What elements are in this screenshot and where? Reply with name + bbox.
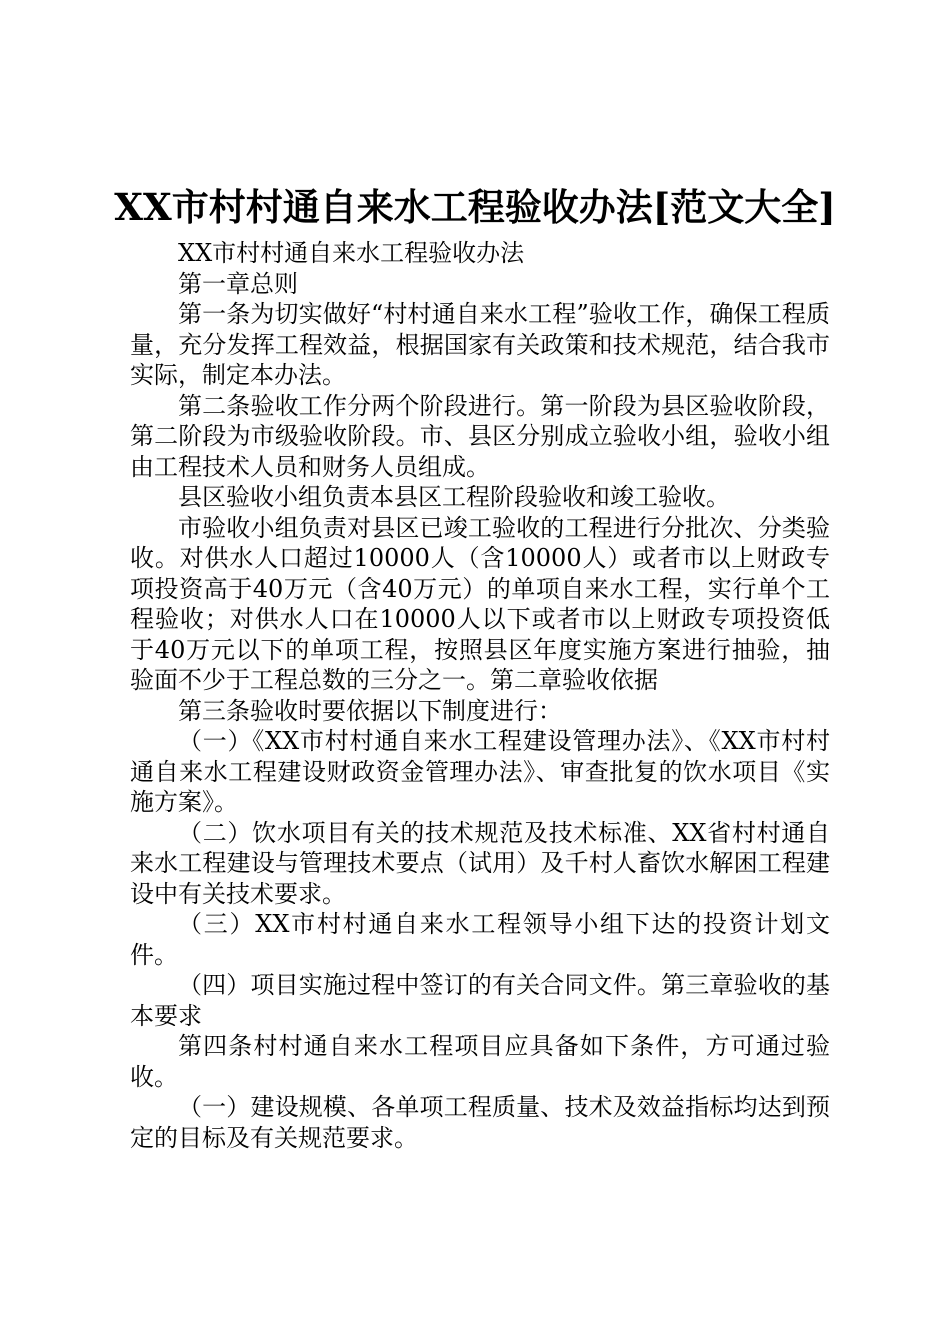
paragraph-item-4: （四）项目实施过程中签订的有关合同文件。第三章验收的基本要求 [130,971,830,1030]
document-body [130,238,830,1153]
paragraph-article-4-item-1: （一）建设规模、各单项工程质量、技术及效益指标均达到预定的目标及有关规范要求。 [130,1093,830,1152]
document-title: XX市村村通自来水工程验收办法[范文大全] [114,185,836,229]
paragraph-chapter-1-heading: 第一章总则 [178,269,298,298]
paragraph-article-3: 第三条验收时要依据以下制度进行： [178,696,562,725]
paragraph-article-4: 第四条村村通自来水工程项目应具备如下条件，方可通过验收。 [130,1032,830,1091]
paragraph-article-1: 第一条为切实做好“村村通自来水工程”验收工作，确保工程质量，充分发挥工程效益，根据国家有关政策和技术规范，结合我市实际，制定本办法。 [130,300,830,389]
paragraph-item-2: （二）饮水项目有关的技术规范及技术标准、XX省村村通自来水工程建设与管理技术要点（试用）及千村人畜饮水解困工程建设中有关技术要求。 [130,818,830,908]
paragraph-subtitle: XX市村村通自来水工程验收办法 [178,239,525,267]
paragraph-item-3: （三）XX市村村通自来水工程领导小组下达的投资计划文件。 [130,910,830,969]
paragraph-article-2: 第二条验收工作分两个阶段进行。第一阶段为县区验收阶段，第二阶段为市级验收阶段。市、县区分别成立验收小组，验收小组由工程技术人员和财务人员组成。 [130,391,830,481]
paragraph-county-group: 县区验收小组负责本县区工程阶段验收和竣工验收。 [178,483,730,511]
paragraph-city-group: 市验收小组负责对县区已竣工验收的工程进行分批次、分类验收。对供水人口超过10000人（含10000人）或者市以上财政专项投资高于40万元（含40万元）的单项自来水工程，实行单个工程验收；对供水人口在10000人以下或者市以上财政专项投资低于40万元以下的单项工程，按照县区年度实施方案进行抽验，抽验面不少于工程总数的三分之一。第二章验收依据 [130,513,830,694]
paragraph-item-1: （一）《XX市村村通自来水工程建设管理办法》、《XX市村村通自来水工程建设财政资金管理办法》、审查批复的饮水项目《实施方案》。 [130,727,830,816]
